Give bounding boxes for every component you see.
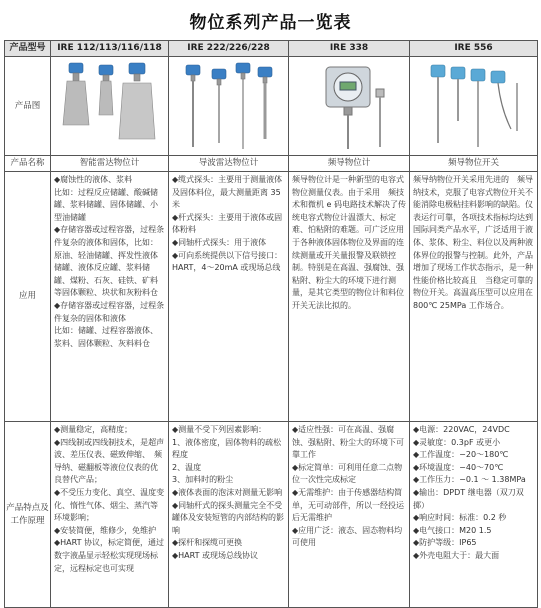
feature-item: ◆应用广泛：液态、固态物料均可使用	[292, 525, 403, 548]
row-label-image: 产品图	[5, 57, 51, 156]
features-cell	[169, 422, 289, 608]
product-name: 智能雷达物位计	[51, 156, 169, 172]
feature-item: ◆不受压力变化、真空、温度变化、惰性气体、烟尘、蒸汽等环境影响；	[54, 487, 165, 523]
features-cell	[289, 422, 410, 608]
product-name: 导波雷达物位计	[169, 156, 289, 172]
product-name: 频导物位开关	[410, 156, 538, 172]
feature-item: ◆HART 或现场总线协议	[172, 550, 259, 560]
application-text: 频导纳物位开关采用先进的 频导纳技术，克服了电容式物位开关不能消除电极粘挂料影响的缺陷。仪表运行可靠，各项技术指标均达到国际同类产品水平，广泛适用于液体、浆体、粉尘、料位以及两种液体界位的报警与控制。此外，产品增加了现场工作状态指示，是一种性能价格比较高且 当稳定可靠的物位开关。高温高压型可以应用在800℃ 25MPa 工作场合。	[410, 172, 538, 422]
row-label-application: 应用	[5, 172, 51, 422]
feature-item: 1、液体密度，固体物料的疏松程度	[172, 437, 282, 460]
feature-item: ◆输出：DPDT 继电器（双刀双掷）	[413, 487, 524, 510]
name-row	[5, 156, 538, 172]
feature-item: ◆电气接口：M20 1.5	[413, 525, 492, 535]
feature-item: ◆同轴杆式的探头测量完全不受罐体及安装短管的内部结构的影响	[172, 500, 284, 535]
feature-item: ◆标定简单：可利用任意二点物位一次性完成标定	[292, 462, 403, 485]
feature-item: ◆适应性强：可在高温、强腐蚀、强粘附、粉尘大的环境下可靠工作	[292, 425, 404, 460]
row-label-features: 产品特点及工作原理	[5, 422, 51, 608]
header-ire-112: IRE 112/113/116/118	[51, 41, 169, 57]
header-ire-338: IRE 338	[289, 41, 410, 57]
feature-item: ◆无需维护：由于传感器结构简单，无可动部件，所以一经投运后无需维护	[292, 487, 404, 523]
feature-item: ◆液体表面的泡沫对测量无影响	[172, 487, 283, 497]
application-row	[5, 172, 538, 422]
header-model-label: 产品型号	[5, 41, 51, 57]
feature-item: ◆防护等级：IP65	[413, 538, 477, 548]
feature-item: ◆测量稳定，高精度；	[54, 425, 133, 434]
features-row	[5, 422, 538, 608]
feature-item: 2、温度	[172, 462, 202, 472]
feature-item: ◆灵敏度：0.3pF 或更小	[413, 437, 501, 447]
product-image-rf-level	[289, 57, 410, 156]
feature-item: ◆工作温度：−20～180℃	[413, 450, 509, 460]
product-image-guided-wave	[169, 57, 289, 156]
feature-item: ◆HART 协议，标定简便，通过数字液晶显示轻松实现现场标定，远程标定也可实现	[54, 538, 165, 573]
feature-item: ◆测量不受下列因素影响：	[172, 425, 267, 434]
feature-item: ◆外壳电阻大于：最大面	[413, 550, 500, 560]
feature-item: ◆响应时间：标准：0.2 秒	[413, 513, 507, 523]
product-image-rf-switch	[410, 57, 538, 156]
header-ire-556: IRE 556	[410, 41, 538, 57]
feature-item: ◆工作压力：−0.1 ～ 1.38MPa	[413, 475, 526, 485]
features-cell	[410, 422, 538, 608]
application-text: ◆缆式探头：主要用于测量液体及固体料位，最大测量距离 35 米 ◆杆式探头：主要用于液体或固体粉料 ◆同轴杆式探头：用于液体 ◆可向系统提供以下信号接口：HART，4～20mA 或现场总线	[169, 172, 289, 422]
application-text: 频导物位计是一种新型的电容式物位测量仪表。由于采用 频技术和微机 e 码电路技术解决了传统电容式物位计温漂大、标定难、怕粘附的难题。可广泛应用于各种液体固体物位及界面的连续测量或开关量报警及联锁控制。特别是在高温、强腐蚀、强粘附、粉尘大的环境下进行测量，是其它类型的物位计和料位开关无法比拟的。	[289, 172, 410, 422]
feature-item: 3、加料时的粉尘	[172, 475, 234, 485]
feature-item: ◆环境温度：−40～70℃	[413, 462, 504, 472]
application-text: ◆腐蚀性的液体、浆料 比如：过程反应储罐、酸碱储罐、浆料储罐、固体储罐、小型油储罐 ◆存储容器或过程容器，过程条件复杂的液体和固体，比如：原油、轻油储罐、挥发性液体储罐、液体反应罐、浆料储罐、煤粉、石灰、硅铁、矿料等固体颗粒、块状和灰粉料仓 ◆存储容器或过程容器，过程条件复杂的固体和液体 比如：储罐、过程容器液体、浆料、固体颗粒、灰料料仓	[51, 172, 169, 422]
page-title: 物位系列产品一览表	[189, 13, 352, 33]
header-row	[5, 41, 538, 57]
feature-item: ◆探杆和探缆可更换	[172, 538, 243, 548]
product-name: 频导物位计	[289, 156, 410, 172]
feature-item: ◆四线制或四线制技术，是超声波、差压仪表、磁致伸缩、 频导纳、磁翻板等液位仪表的优良替代产品；	[54, 437, 165, 485]
product-table	[4, 40, 538, 608]
header-ire-222: IRE 222/226/228	[169, 41, 289, 57]
feature-item: ◆安装简便，维修少，免维护	[54, 525, 157, 535]
features-cell	[51, 422, 169, 608]
product-image-radar	[51, 57, 169, 156]
feature-item: ◆电源：220VAC，24VDC	[413, 425, 510, 434]
image-row	[5, 57, 538, 156]
row-label-name: 产品名称	[5, 156, 51, 172]
